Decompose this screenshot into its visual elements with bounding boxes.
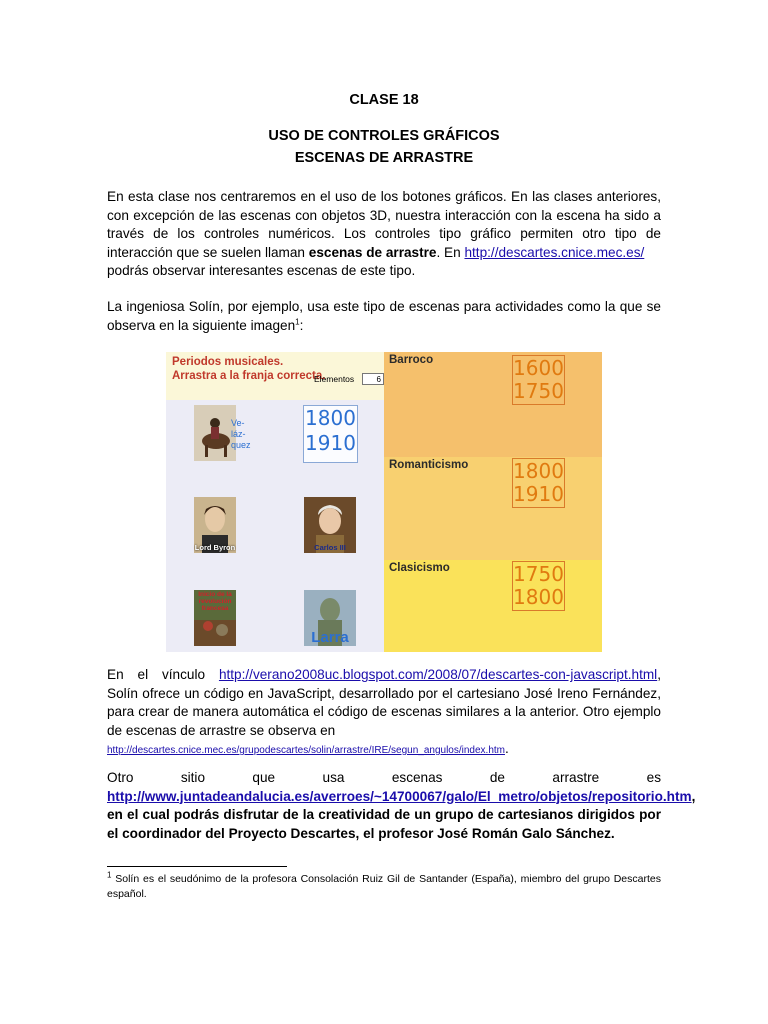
band-label: Clasicismo (389, 562, 450, 574)
elementos-label: Elementos (314, 374, 355, 384)
otro-sitio-paragraph (107, 769, 696, 843)
class-number-heading: CLASE 18 (349, 92, 419, 108)
year-start: 1600 (513, 356, 564, 380)
year-end: 1910 (305, 431, 356, 455)
vinculo-paragraph (107, 666, 661, 761)
intro-bold-term: escenas de arrastre (308, 244, 437, 260)
band-barroco[interactable] (384, 352, 602, 457)
larra-caption: Larra (311, 629, 349, 646)
year-start: 1800 (305, 406, 356, 430)
footnote-text: Solín es el seudónimo de la profesora Consolación Ruiz Gil de Santander (España), miembro del grupo Descartes español. (107, 873, 661, 900)
band-romanticismo[interactable] (384, 457, 602, 560)
year-start: 1800 (513, 459, 564, 483)
revolucion-francesa-tile[interactable] (194, 590, 236, 646)
year-end: 1910 (513, 482, 564, 506)
year-end: 1750 (513, 379, 564, 403)
title-line-1: USO DE CONTROLES GRÁFICOS (268, 128, 500, 144)
larra-tile[interactable] (304, 590, 356, 646)
lord-byron-tile[interactable] (194, 497, 236, 553)
footnote-divider (107, 866, 287, 867)
year-start: 1750 (513, 562, 564, 586)
placed-years-box[interactable] (512, 355, 565, 405)
otro-bold-text: , en el cual podrás disfrutar de la creatividad de un grupo de cartesianos dirigidos por el coordinador del Proyecto Descartes, el profesor José Román Galo Sánchez. (107, 788, 696, 841)
carlos-caption: Carlos III (314, 543, 346, 552)
velazquez-painting-tile[interactable] (194, 405, 236, 461)
vinculo-text: , Solín ofrece un código en JavaScript, desarrollado por el cartesiano José Ireno Fernández, para crear de manera automática el código de escenas similares a la anterior. Otro ejemplo de escenas de arrastre se observa en (107, 667, 661, 738)
scene-title (172, 355, 325, 383)
title-line-2: ESCENAS DE ARRASTRE (294, 150, 474, 166)
solin-text-end: : (299, 317, 304, 333)
band-label: Romanticismo (389, 459, 469, 471)
solin-paragraph (107, 298, 661, 335)
draggable-pieces-area (166, 352, 384, 652)
drag-scene-figure (166, 352, 602, 652)
descartes-link[interactable]: http://descartes.cnice.mec.es/ (464, 244, 645, 260)
draggable-years-1800-1910[interactable] (303, 405, 358, 463)
placed-years-box[interactable] (512, 561, 565, 611)
band-clasicismo[interactable] (384, 560, 602, 652)
intro-text-2: . En (436, 244, 465, 260)
carlos-iii-tile[interactable] (304, 497, 356, 553)
byron-caption: Lord Byron (194, 543, 236, 552)
footnote-reference[interactable]: 1 (295, 316, 300, 326)
placed-years-box[interactable] (512, 458, 565, 508)
revolucion-caption: Inicio de la revolución francesa (198, 591, 232, 612)
year-end: 1800 (513, 585, 564, 609)
otro-sitio-first-line (107, 769, 661, 788)
solin-arrastre-link[interactable]: http://descartes.cnice.mec.es/grupodescartes/solin/arrastre/IRE/segun_angulos/index.htm (107, 745, 505, 756)
otro-prefix: Otro sitio que usa escenas de arrastre es (107, 770, 661, 785)
band-label: Barroco (389, 354, 434, 366)
scene-header (166, 352, 384, 400)
juntadeandalucia-link[interactable]: http://www.juntadeandalucia.es/averroes/~14700067/galo/El_metro/objetos/repositorio.htm (107, 788, 692, 804)
velazquez-caption: Ve- láz- quez (231, 418, 251, 450)
scene-title-line-2: Arrastra a la franja correcta. (172, 370, 326, 382)
blogspot-link[interactable]: http://verano2008uc.blogspot.com/2008/07/descartes-con-javascript.html (218, 667, 658, 682)
solin-text: La ingeniosa Solín, por ejemplo, usa este tipo de escenas para actividades como la que se observa en la siguiente imagen (107, 299, 661, 333)
vinculo-prefix: En el vínculo (107, 667, 219, 682)
horse-rider-icon (194, 405, 236, 461)
scene-title-line-1: Periodos musicales. (172, 356, 284, 368)
intro-paragraph (107, 188, 661, 281)
footnote-number: 1 (107, 870, 112, 880)
footnote (107, 872, 661, 902)
intro-text-end: podrás observar interesantes escenas de este tipo. (107, 263, 416, 278)
elementos-spinner[interactable]: 6 (362, 373, 384, 385)
intro-text: En esta clase nos centraremos en el uso de los botones gráficos. En las clases anteriores, con excepción de las escenas con objetos 3D, nuestra interacción con la escena ha sido a través de los controles numéricos. Los controles tipo gráfico permiten otro tipo de interacción que se suelen llaman (107, 189, 661, 260)
vinculo-text-end: . (504, 741, 509, 756)
